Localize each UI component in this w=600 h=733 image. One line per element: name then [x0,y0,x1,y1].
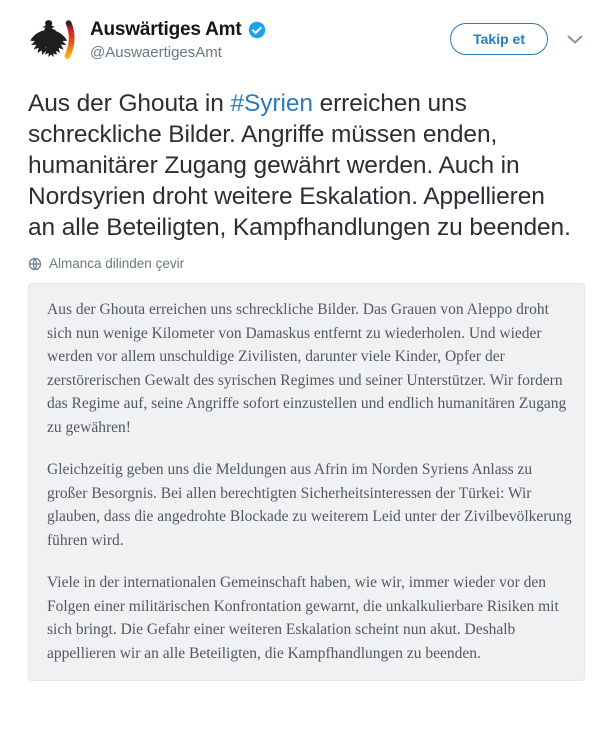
verified-badge-icon [248,21,266,39]
chevron-down-icon [567,35,583,44]
globe-icon [28,257,42,271]
statement-paragraph: Viele in der internationalen Gemeinschaft haben, wie wir, immer wieder vor den Folgen einer militärischen Konfrontation gewarnt, die unkalkulierbare Risiken mit sich bringt. Die Gefahr einer weiteren Eskalation scheint nun akut. Deshalb appellieren wir an alle Beteiligten, die Kampfhandlungen zu beenden. [47,574,559,662]
tweet-text-before: Aus der Ghouta in [28,90,231,117]
follow-button[interactable]: Takip et [450,23,548,55]
translate-link[interactable] [28,256,184,271]
tweet-header [28,17,585,66]
tweet-text-after: erreichen uns schreckliche Bilder. Angriffe müssen enden, humanitärer Zugang gewährt werden. Auch in Nordsyrien droht weitere Eskalation. Appellieren an alle Beteiligten, Kampfhandlungen zu beenden. [28,90,571,241]
translate-label: Almanca dilinden çevir [49,256,185,271]
account-handle: @AuswaertigesAmt [90,44,222,61]
statement-paragraph: Gleichzeitig geben uns die Meldungen aus Afrin im Norden Syriens Anlass zu großer Besorgnis. Bei allen berechtigten Sicherheitsinteressen der Türkei: Wir glauben, dass die angedrohte Blockade zu weiterem Leid unter der Zivilbevölkerung führen wird. [47,461,572,549]
header-controls [450,17,585,55]
federal-eagle-icon [28,17,77,66]
statement-card [28,283,585,681]
hashtag-link-syrien[interactable]: #Syrien [230,90,313,117]
avatar[interactable] [28,17,77,66]
account-identity [90,17,266,61]
more-menu-button[interactable] [565,31,585,48]
account-name-link[interactable] [90,19,266,41]
display-name: Auswärtiges Amt [90,19,242,40]
statement-paragraph: Aus der Ghouta erreichen uns schreckliche Bilder. Das Grauen von Aleppo droht sich nun wenige Kilometer von Damaskus entfernt zu wiederholen. Und wieder werden vor allem unschuldige Zivilisten, darunter viele Kinder, Opfer der zerstörerischen Gewalt des syrischen Regimes und seiner Unterstützer. Wir fordern das Regime auf, seine Angriffe sofort einzustellen und endlich humanitären Zugang zu gewähren! [47,301,567,436]
tweet-text [28,88,573,243]
